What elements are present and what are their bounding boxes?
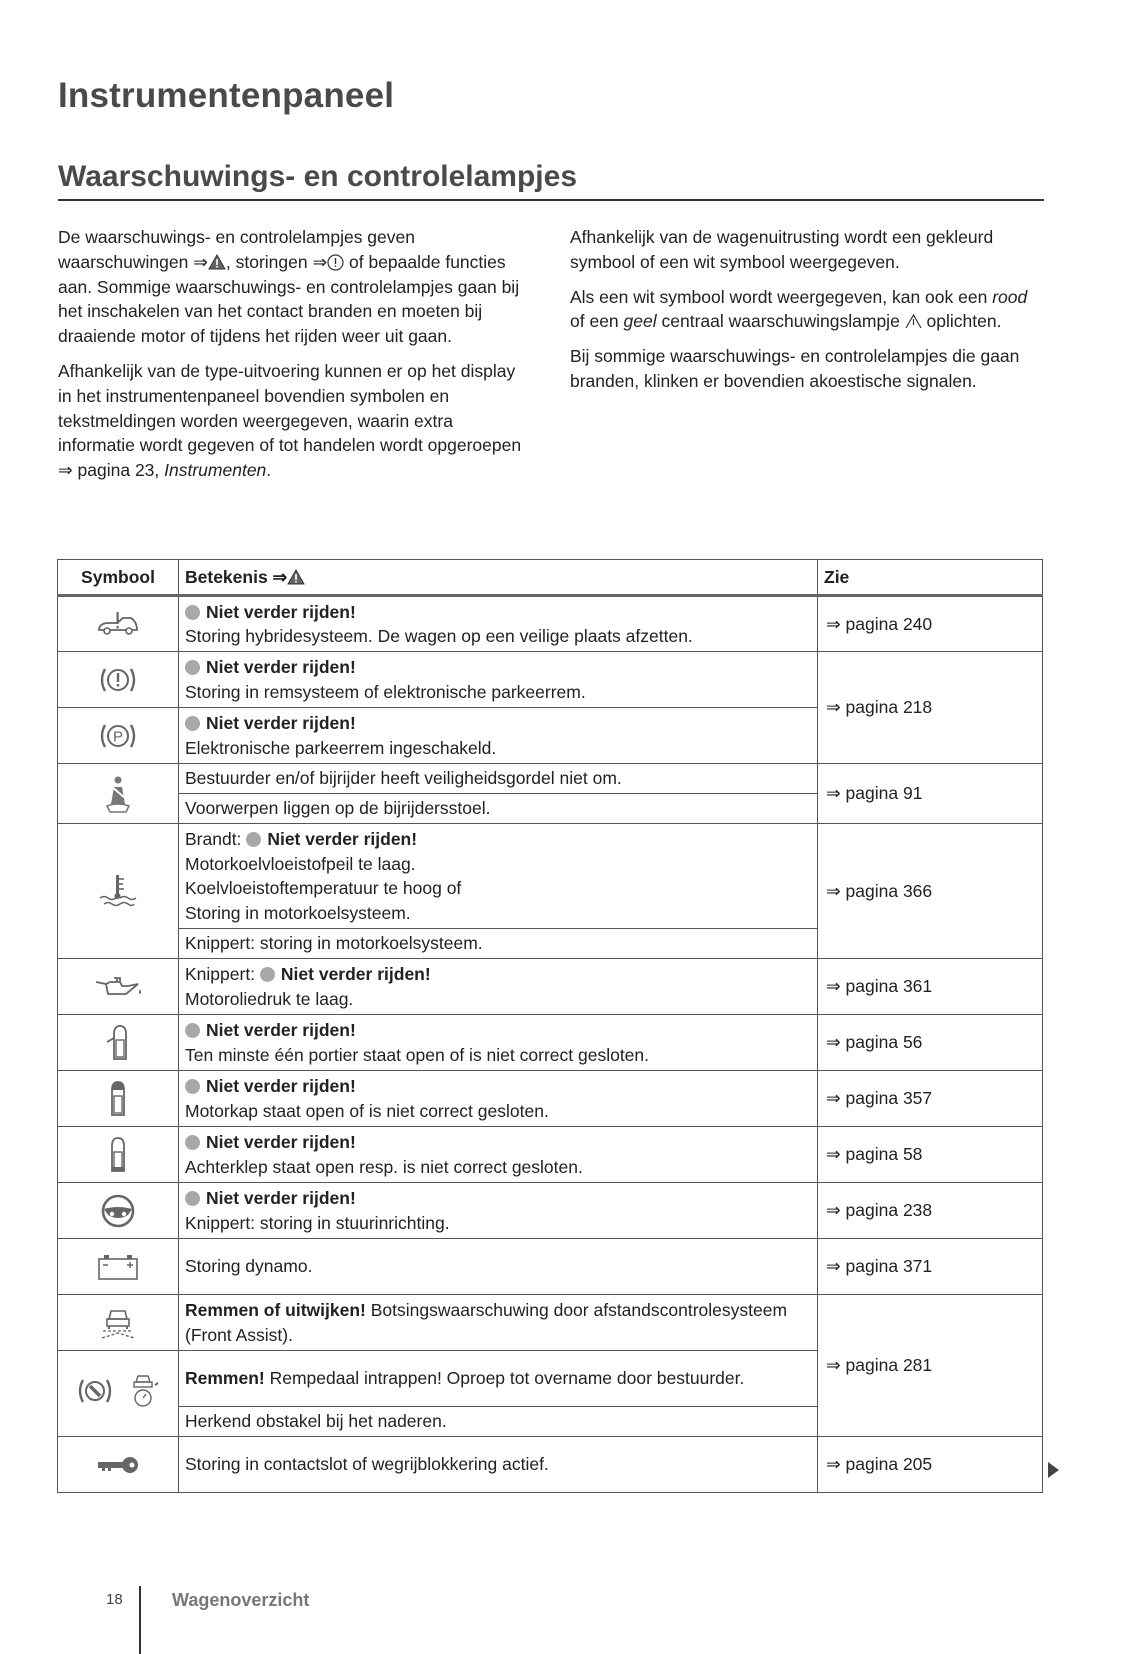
continued-arrow-icon bbox=[1048, 1462, 1059, 1478]
intro-right-column bbox=[570, 225, 1045, 404]
intro-paragraph-5: Bij sommige waarschuwings- en controlelampjes die gaan branden, klinken er bovendien akoestische signalen. bbox=[570, 346, 1020, 391]
table-row: Remmen of uitwijken! Botsingswaarschuwing door afstandscontrolesysteem (Front Assist). ⇒ pagina 281 bbox=[58, 1295, 1043, 1351]
instrumenten-link[interactable]: Instrumenten bbox=[164, 460, 267, 481]
stop-icon bbox=[185, 1135, 200, 1150]
intro-paragraph-4: Als een wit symbool wordt weergegeven, kan ook een rood of een geel centraal waarschuwingslampje oplichten. bbox=[570, 286, 1028, 332]
tailgate-open-icon bbox=[103, 1136, 133, 1174]
hybrid-system-icon bbox=[95, 610, 141, 638]
table-row: Storing in contactslot of wegrijblokkering actief. ⇒ pagina 205 bbox=[58, 1437, 1043, 1493]
page-ref-link[interactable]: ⇒ pagina 205 bbox=[818, 1437, 1043, 1493]
svg-text:P: P bbox=[112, 728, 124, 745]
stop-icon bbox=[185, 1023, 200, 1038]
key-icon bbox=[94, 1453, 142, 1477]
steering-wheel-icon bbox=[98, 1193, 138, 1229]
brake-system-icon bbox=[95, 664, 141, 696]
page-number: 18 bbox=[106, 1591, 123, 1608]
page-ref-link[interactable]: ⇒ pagina 91 bbox=[818, 764, 1043, 824]
stop-icon bbox=[185, 716, 200, 731]
table-row: Niet verder rijden! Knippert: storing in stuurinrichting. ⇒ pagina 238 bbox=[58, 1183, 1043, 1239]
table-row: Niet verder rijden! Storing hybridesysteem. De wagen op een veilige plaats afzetten. ⇒ pagina 240 bbox=[58, 596, 1043, 652]
page-ref-link[interactable]: ⇒ pagina 238 bbox=[818, 1183, 1043, 1239]
stop-icon bbox=[185, 1191, 200, 1206]
intro-left-column bbox=[58, 225, 533, 493]
table-row: Voorwerpen liggen op de bijrijdersstoel. bbox=[58, 794, 1043, 824]
page-ref-link[interactable]: ⇒ pagina 56 bbox=[818, 1015, 1043, 1071]
warning-triangle-icon bbox=[287, 569, 305, 585]
page-ref-link[interactable]: ⇒ pagina 58 bbox=[818, 1127, 1043, 1183]
table-row: Herkend obstakel bij het naderen. bbox=[58, 1407, 1043, 1437]
stop-icon bbox=[185, 605, 200, 620]
table-header-row bbox=[58, 560, 1043, 596]
distance-warning-icon bbox=[127, 1373, 161, 1409]
seatbelt-icon bbox=[103, 774, 133, 814]
table-row: Bestuurder en/of bijrijder heeft veiligheidsgordel niet om. ⇒ pagina 91 bbox=[58, 764, 1043, 794]
page-ref-link[interactable]: ⇒ pagina 218 bbox=[818, 652, 1043, 764]
stop-icon bbox=[246, 832, 261, 847]
chapter-title: Wagenoverzicht bbox=[172, 1590, 310, 1610]
table-row: Remmen! Rempedaal intrappen! Oproep tot overname door bestuurder. bbox=[58, 1351, 1043, 1407]
page-ref-link[interactable]: ⇒ pagina 281 bbox=[818, 1295, 1043, 1437]
section-divider bbox=[58, 199, 1044, 201]
battery-icon bbox=[96, 1253, 140, 1281]
footer-divider bbox=[139, 1586, 141, 1654]
table-row: Storing dynamo. ⇒ pagina 371 bbox=[58, 1239, 1043, 1295]
table-row: P Niet verder rijden! Elektronische parkeerrem ingeschakeld. bbox=[58, 708, 1043, 764]
page-title: Instrumentenpaneel bbox=[58, 76, 395, 115]
table-row: Niet verder rijden! Achterklep staat open resp. is niet correct gesloten. ⇒ pagina 58 bbox=[58, 1127, 1043, 1183]
page-ref-link[interactable]: ⇒ pagina 357 bbox=[818, 1071, 1043, 1127]
malfunction-circle-icon bbox=[327, 254, 344, 271]
page-ref-link[interactable]: ⇒ pagina 240 bbox=[818, 596, 1043, 652]
table-row: Niet verder rijden! Storing in remsysteem of elektronische parkeerrem. ⇒ pagina 218 bbox=[58, 652, 1043, 708]
stop-icon bbox=[185, 660, 200, 675]
table-row: Niet verder rijden! Motorkap staat open of is niet correct gesloten. ⇒ pagina 357 bbox=[58, 1071, 1043, 1127]
intro-paragraph-1: De waarschuwings- en controlelampjes geven waarschuwingen ⇒ , storingen ⇒ of bepaalde functies aan. Sommige waarschuwings- en controlelampjes gaan bij het inschakelen van het contact branden en moeten bij draaiende motor of tijdens het rijden weer uit gaan. bbox=[58, 227, 520, 347]
table-row: Knippert: Niet verder rijden! Motoroliedruk te laag. ⇒ pagina 361 bbox=[58, 959, 1043, 1015]
warning-lamps-table bbox=[57, 559, 1043, 1493]
front-assist-icon bbox=[98, 1305, 138, 1341]
page-ref-link[interactable]: ⇒ pagina 361 bbox=[818, 959, 1043, 1015]
table-row: Brandt: Niet verder rijden! Motorkoelvloeistofpeil te laag. Koelvloeistoftemperatuur te hoog of Storing in motorkoelsysteem. ⇒ pagina 366 bbox=[58, 824, 1043, 929]
oil-pressure-icon bbox=[92, 974, 144, 1000]
intro-paragraph-2: Afhankelijk van de type-uitvoering kunnen er op het display in het instrumentenpaneel bovendien symbolen en tekstmeldingen worden weergegeven, waarin extra informatie wordt gegeven of tot handelen wordt opgeroepen ⇒ pagina 23, Instrumenten. bbox=[58, 360, 522, 481]
stop-icon bbox=[260, 967, 275, 982]
page-ref-link[interactable]: ⇒ pagina 366 bbox=[818, 824, 1043, 959]
central-warning-icon bbox=[905, 314, 922, 329]
table-row: Niet verder rijden! Ten minste één portier staat open of is niet correct gesloten. ⇒ pagina 56 bbox=[58, 1015, 1043, 1071]
section-title: Waarschuwings- en controlelampjes bbox=[58, 160, 578, 193]
page-ref-link[interactable]: ⇒ pagina 371 bbox=[818, 1239, 1043, 1295]
hood-open-icon bbox=[103, 1080, 133, 1118]
brake-request-icon bbox=[75, 1375, 115, 1407]
table-row: Knippert: storing in motorkoelsysteem. bbox=[58, 929, 1043, 959]
stop-icon bbox=[185, 1079, 200, 1094]
header-see: Zie bbox=[818, 560, 1043, 596]
door-open-icon bbox=[103, 1024, 133, 1062]
parking-brake-icon bbox=[95, 720, 141, 752]
header-symbol: Symbool bbox=[58, 560, 179, 596]
header-meaning: Betekenis ⇒ bbox=[179, 560, 818, 596]
warning-triangle-icon bbox=[208, 254, 226, 270]
coolant-temperature-icon bbox=[96, 873, 140, 909]
intro-paragraph-3: Afhankelijk van de wagenuitrusting wordt een gekleurd symbool of een wit symbool weergegeven. bbox=[570, 227, 994, 272]
